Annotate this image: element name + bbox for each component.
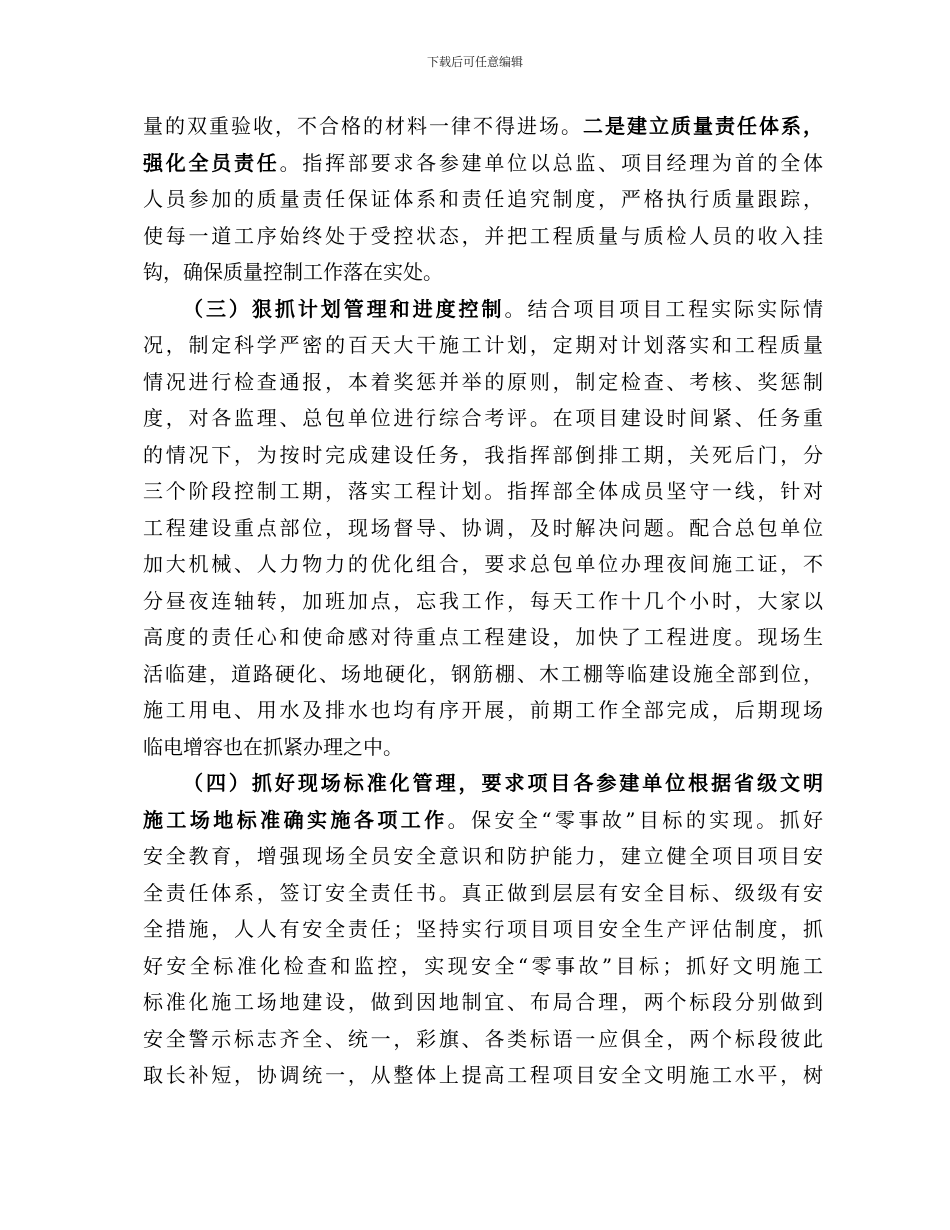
text-run: 临电增容也在抓紧办理之中。 bbox=[143, 734, 403, 759]
text-line bbox=[143, 108, 823, 145]
text-line bbox=[143, 948, 823, 985]
text-run: 取长补短，协调统一，从整体上提高工程项目安全文明施工水平，树 bbox=[143, 1063, 823, 1087]
text-line bbox=[143, 692, 823, 729]
text-run: 人员参加的质量责任保证体系和责任追究制度，严格执行质量跟踪， bbox=[143, 187, 823, 211]
text-run: 活临建，道路硬化、场地硬化，钢筋棚、木工棚等临建设施全部到位， bbox=[143, 661, 823, 686]
text-run: 标准化施工场地建设，做到因地制宜、布局合理，两个标段分别做到 bbox=[143, 990, 823, 1014]
text-run: 。结合项目项目工程实际实际情 bbox=[504, 296, 824, 321]
text-line bbox=[143, 291, 823, 328]
text-run: 。指挥部要求各参建单位以总监、项目经理为首的全体 bbox=[279, 150, 824, 175]
text-line bbox=[143, 254, 823, 291]
text-run: 高度的责任心和使命感对待重点工程建设，加快了工程进度。现场生 bbox=[143, 625, 823, 649]
text-line bbox=[143, 583, 823, 620]
text-line bbox=[143, 327, 823, 364]
bold-text-run: 强化全员责任 bbox=[143, 150, 280, 175]
text-run: 。保安全“零事故”目标的实现。抓好 bbox=[447, 807, 823, 832]
text-line bbox=[143, 400, 823, 437]
text-line bbox=[143, 181, 823, 218]
text-line bbox=[143, 1057, 823, 1094]
text-run: 情况进行检查通报，本着奖惩并举的原则，制定检查、考核、奖惩制 bbox=[143, 369, 823, 394]
text-run: 况，制定科学严密的百天大干施工计划，定期对计划落实和工程质量 bbox=[143, 333, 823, 357]
text-line bbox=[143, 911, 823, 948]
bold-text-run: （四）抓好现场标准化管理，要求项目各参建单位根据省级文明 bbox=[183, 771, 823, 795]
text-line bbox=[143, 838, 823, 875]
text-run: 钩，确保质量控制工作落在实处。 bbox=[143, 260, 443, 284]
document-body bbox=[143, 108, 823, 1094]
text-run: 加大机械、人力物力的优化组合，要求总包单位办理夜间施工证，不 bbox=[143, 552, 823, 576]
text-line bbox=[143, 546, 823, 583]
text-line bbox=[143, 875, 823, 912]
bold-text-run: 二是建立质量责任体系， bbox=[583, 114, 823, 138]
text-line bbox=[143, 619, 823, 656]
text-run: 安全教育，增强现场全员安全意识和防护能力，建立健全项目项目安 bbox=[143, 844, 823, 868]
bold-text-run: （三）狠抓计划管理和进度控制 bbox=[183, 296, 505, 321]
text-line bbox=[143, 510, 823, 547]
text-run: 度，对各监理、总包单位进行综合考评。在项目建设时间紧、任务重 bbox=[143, 406, 823, 430]
text-line bbox=[143, 656, 823, 693]
text-run: 量的双重验收，不合格的材料一律不得进场。 bbox=[143, 114, 583, 138]
text-line bbox=[143, 1021, 823, 1058]
text-run: 使每一道工序始终处于受控状态，并把工程质量与质检人员的收入挂 bbox=[143, 223, 823, 248]
text-run: 安全警示标志齐全、统一，彩旗、各类标语一应俱全，两个标段彼此 bbox=[143, 1026, 823, 1051]
text-run: 施工用电、用水及排水也均有序开展，前期工作全部完成，后期现场 bbox=[143, 698, 823, 722]
bold-text-run: 施工场地标准确实施各项工作 bbox=[143, 807, 448, 832]
text-run: 全责任体系，签订安全责任书。真正做到层层有安全目标、级级有安 bbox=[143, 880, 823, 905]
text-line bbox=[143, 145, 823, 182]
text-run: 三个阶段控制工期，落实工程计划。指挥部全体成员坚守一线，针对 bbox=[143, 479, 823, 503]
text-line bbox=[143, 729, 823, 766]
text-line bbox=[143, 984, 823, 1021]
text-run: 好安全标准化检查和监控，实现安全“零事故”目标；抓好文明施工 bbox=[143, 953, 823, 978]
page-header: 下载后可任意编辑 bbox=[426, 55, 523, 69]
text-line bbox=[143, 802, 823, 839]
text-line bbox=[143, 765, 823, 802]
text-run: 的情况下，为按时完成建设任务，我指挥部倒排工期，关死后门，分 bbox=[143, 442, 823, 467]
text-line bbox=[143, 473, 823, 510]
text-line bbox=[143, 218, 823, 255]
text-run: 全措施，人人有安全责任；坚持实行项目项目安全生产评估制度，抓 bbox=[143, 917, 823, 941]
text-line bbox=[143, 437, 823, 474]
text-run: 工程建设重点部位，现场督导、协调，及时解决问题。配合总包单位 bbox=[143, 515, 823, 540]
text-run: 分昼夜连轴转，加班加点，忘我工作，每天工作十几个小时，大家以 bbox=[143, 588, 823, 613]
text-line bbox=[143, 364, 823, 401]
